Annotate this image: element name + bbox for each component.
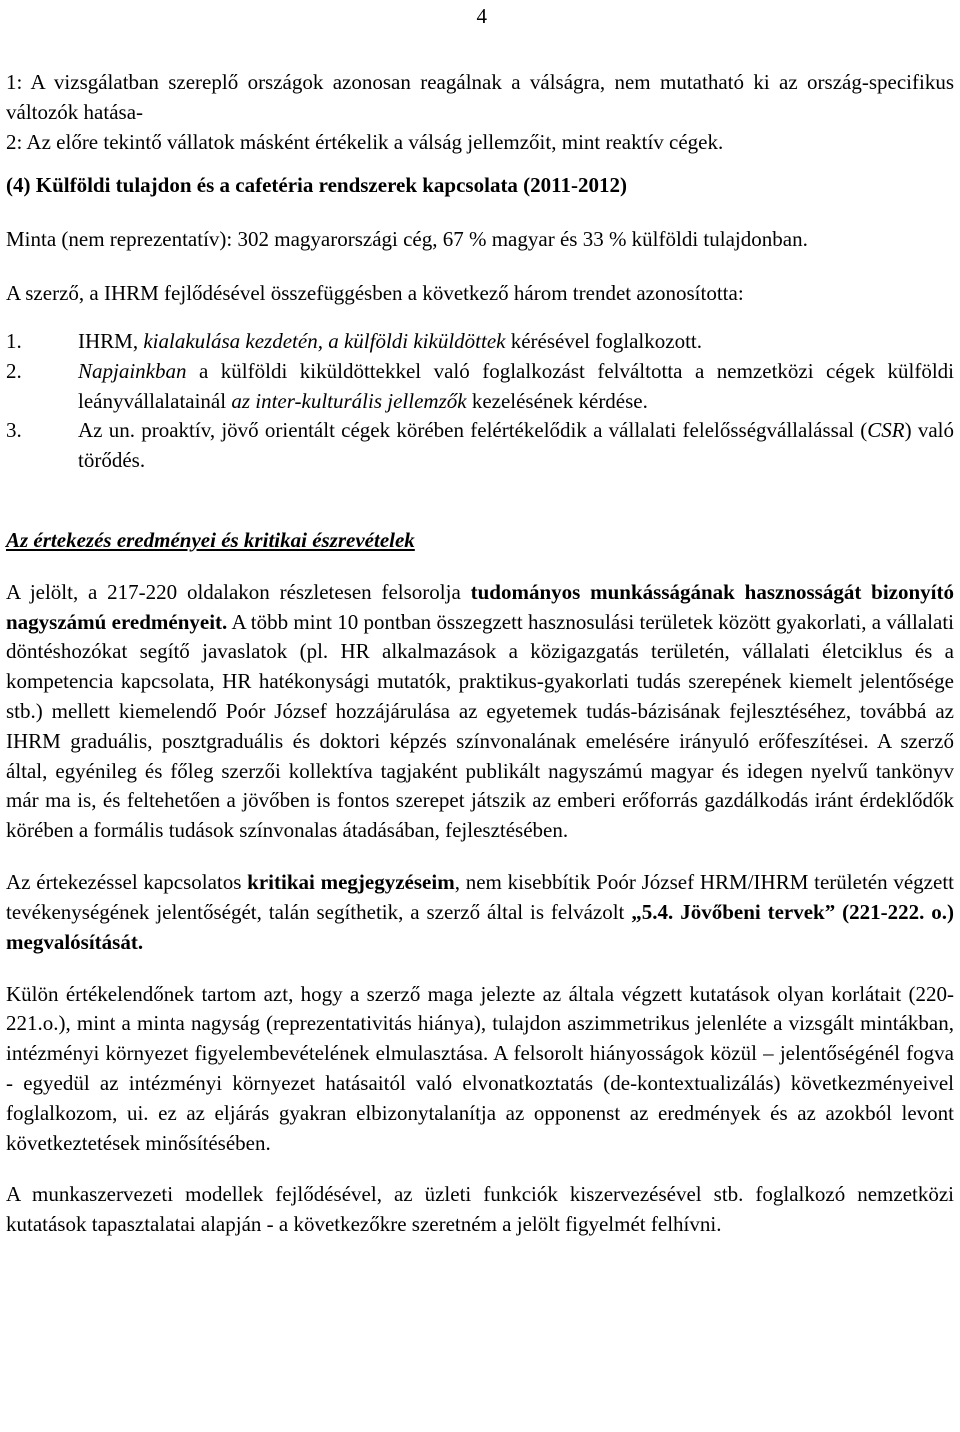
trend-emphasis: CSR: [867, 418, 905, 443]
trend-text: kérésével foglalkozott.: [505, 328, 702, 353]
results-paragraph: A jelölt, a 217-220 oldalakon részletesen felsorolja tudományos munkásságának hasznosságát bizonyító nagyszámú eredményeit. A több mint 10 pontban összegzett hasznosulási területek között gyakorlati, a vállalati döntéshozókat segítő javaslatok (pl. HR alkalmazások a közigazgatás területén, vállalati életciklus és a kompetencia kapcsolata, HR hatékonysági mutatók, praktikus-gyakorlati tudás szerepének kiemelt jelentősége stb.) mellett kiemelendő Poór József hozzájárulása az egyetemek tudás-bázisának fejlesztéséhez, továbbá az IHRM graduális, posztgraduális és doktori képzés színvonalának emelésére irányuló erőfeszítései. A szerző által, egyénileg és főleg szerzői kollektíva tagjaként publikált nagyszámú magyar és idegen nyelvű tankönyv már ma is, és feltehetően a jövőben is fontos szerepet játszik az emberi erőforrás gazdálkodás iránt érdeklődők körében a formális tudások színvonalas átadásában, fejlesztésében.: [6, 579, 954, 843]
hypothesis-2: 2: Az előre tekintő vállatok másként értékelik a válság jellemzőit, mint reaktív cégek.: [6, 129, 724, 154]
page-number: 4: [476, 4, 487, 28]
list-item: [6, 327, 954, 357]
section-heading: Az értekezés eredményei és kritikai észrevételek: [6, 527, 415, 552]
trend-text: a külföldi kiküldöttekkel való foglalkozást felváltotta a nemzetközi cégek külföldi leányvállalatainál: [78, 358, 954, 413]
hypothesis-1: 1: A vizsgálatban szereplő országok azonosan reagálnak a válságra, nem mutatható ki az ország-specifikus változók hatása-: [6, 70, 954, 124]
list-item: [6, 416, 954, 476]
trend-text: kezelésének kérdése.: [466, 388, 648, 413]
list-number: 2.: [6, 358, 22, 383]
closing-paragraph: A munkaszervezeti modellek fejlődésével, az üzleti funkciók kiszervezésével stb. foglalkozó nemzetközi kutatások tapasztalatai alapján - a következőkre szeretném a jelölt figyelmét felhívni.: [6, 1182, 954, 1237]
list-number: 1.: [6, 328, 22, 353]
limitations-paragraph: Külön értékelendőnek tartom azt, hogy a szerző maga jelezte az általa végzett kutatások olyan korlátait (220-221.o.), mint a minta nagyság (reprezentativitás hiánya), tulajdon aszimmetrikus jelenléte a vizsgált mintákban, intézményi környezet figyelembevételének elmulasztása. A felsorolt hiányosságok közül – jelentőségénél fogva - egyedül az intézményi környezet hatásaitól való elvonatkoztatás (de-kontextualizálás) következményeivel foglalkozom, ui. ez az eljárás gyakran elbizonytalanítja az opponenst az eredmények és az azokból levont következtetések minősítésében.: [6, 981, 954, 1155]
trend-text: Az un. proaktív, jövő orientált cégek körében felértékelődik a vállalati felelősségvállalással (: [78, 418, 868, 443]
trend-text: ) való törődés.: [78, 418, 954, 473]
list-item: [6, 357, 954, 417]
critique-paragraph: Az értekezéssel kapcsolatos kritikai megjegyzéseim, nem kisebbítik Poór József HRM/IHRM területén végzett tevékenységének jelentőségét, talán segíthetik, a szerző által is felvázolt „5.4. Jövőbeni tervek” (221-222. o.) megvalósítását.: [6, 870, 954, 954]
trend-emphasis: az inter-kulturális jellemzők: [231, 388, 467, 413]
study-intro: A szerző, a IHRM fejlődésével összefüggésben a következő három trendet azonosította:: [6, 281, 744, 306]
document-body: [6, 68, 954, 1240]
trend-list: [6, 327, 954, 476]
study-title: (4) Külföldi tulajdon és a cafetéria rendszerek kapcsolata (2011-2012): [6, 173, 628, 198]
trend-emphasis: kialakulása kezdetén, a külföldi kiküldöttek: [143, 328, 506, 353]
trend-emphasis: Napjainkban: [78, 358, 187, 383]
study-sample: Minta (nem reprezentatív): 302 magyarországi cég, 67 % magyar és 33 % külföldi tulajdonban.: [6, 227, 808, 252]
list-number: 3.: [6, 418, 22, 443]
trend-text: IHRM,: [78, 328, 144, 353]
